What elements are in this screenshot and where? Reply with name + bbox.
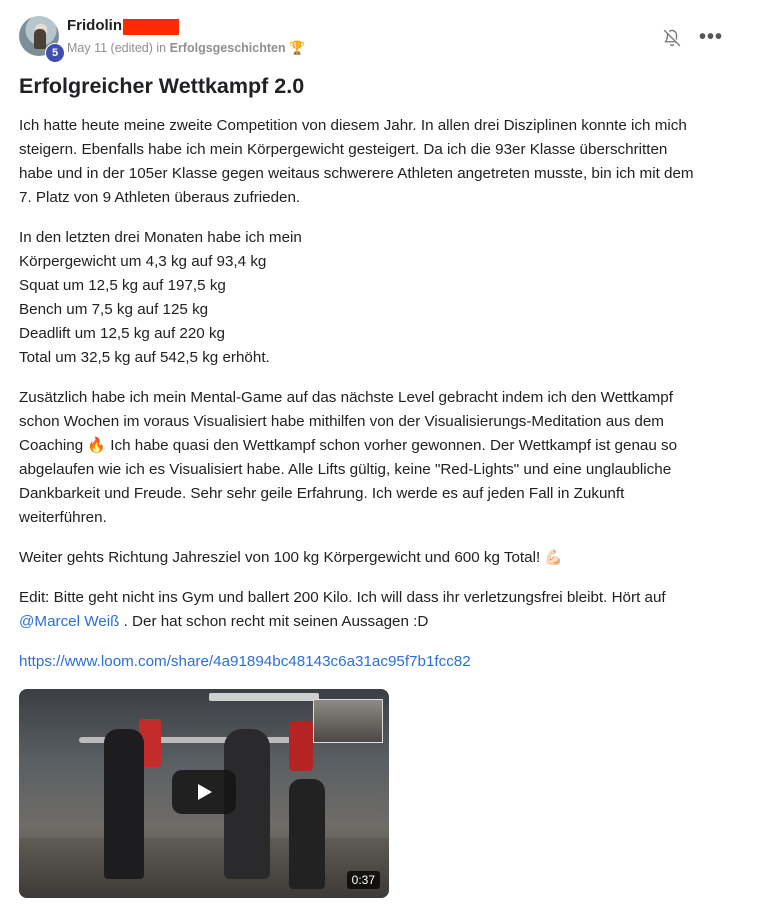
text-line: In den letzten drei Monaten habe ich mein — [19, 229, 302, 246]
paragraph-2 — [19, 226, 734, 370]
text-line: weiterführen. — [19, 509, 107, 526]
text-segment: Ich habe quasi den Wettkampf schon vorher gewonnen. Der Wettkampf ist genau so — [106, 437, 678, 454]
loom-link[interactable]: https://www.loom.com/share/4a91894bc48143c6a31ac95f7b1fcc82 — [19, 653, 471, 670]
level-badge: 5 — [45, 43, 65, 63]
text-line: steigern. Ebenfalls habe ich mein Körpergewicht gesteigert. Da ich die 93er Klasse überschritten — [19, 141, 668, 158]
text-segment: Weiter gehts Richtung Jahresziel von 100 kg Körpergewicht und 600 kg Total! — [19, 549, 545, 566]
avatar-photo — [34, 29, 46, 49]
ceiling-light — [209, 693, 319, 701]
text-line: Squat um 12,5 kg auf 197,5 kg — [19, 277, 226, 294]
author-name[interactable]: Fridolin — [67, 17, 122, 34]
play-icon — [194, 782, 214, 802]
text-line: Deadlift um 12,5 kg auf 220 kg — [19, 325, 226, 342]
picture-in-picture-thumbnail — [313, 699, 383, 743]
text-line: abgelaufen wie ich es Visualisiert habe. Alle Lifts gültig, keine "Red-Lights" und eine unglaubliche — [19, 461, 672, 478]
text-line: Zusätzlich habe ich mein Mental-Game auf das nächste Level gebracht indem ich den Wettkampf — [19, 389, 673, 406]
paragraph-4 — [19, 546, 734, 570]
post-header — [19, 16, 739, 62]
post-title: Erfolgreicher Wettkampf 2.0 — [19, 74, 305, 98]
text-line: Bench um 7,5 kg auf 125 kg — [19, 301, 209, 318]
text-line: schon Wochen im voraus Visualisiert habe mithilfen von der Visualisierungs-Meditation aus dem — [19, 413, 664, 430]
text-segment: . Der hat schon recht mit seinen Aussagen :D — [119, 613, 429, 630]
plate-right — [289, 721, 313, 771]
trophy-icon: 🏆 — [289, 40, 306, 55]
text-line — [19, 434, 734, 458]
text-line: Edit: Bitte geht nicht ins Gym und ballert 200 Kilo. Ich will dass ihr verletzungsfrei bleibt. Hört auf — [19, 589, 666, 606]
text-line: Körpergewicht um 4,3 kg auf 93,4 kg — [19, 253, 267, 270]
paragraph-3 — [19, 386, 734, 530]
paragraph-6 — [19, 650, 734, 674]
text-line: Ich hatte heute meine zweite Competition von diesem Jahr. In allen drei Disziplinen konnte ich mich — [19, 117, 687, 134]
bell-off-icon[interactable] — [663, 28, 681, 48]
paragraph-5 — [19, 586, 734, 634]
video-duration: 0:37 — [347, 871, 380, 889]
paragraph-1 — [19, 114, 734, 210]
text-line: habe und in der 105er Klasse gegen weitaus schwerere Athleten angetreten musste, bin ich mit dem — [19, 165, 694, 182]
text-line: Dankbarkeit und Freude. Sehr sehr geile Erfahrung. Ich werde es auf jeden Fall in Zukunft — [19, 485, 625, 502]
video-floor — [19, 838, 389, 898]
flexed-biceps-emoji-icon: 💪🏻 — [544, 549, 564, 566]
play-button[interactable] — [172, 770, 236, 814]
text-line — [19, 546, 734, 570]
text-segment: Coaching — [19, 437, 88, 454]
category-link[interactable]: Erfolgsgeschichten — [169, 41, 286, 55]
more-options-icon[interactable]: ••• — [699, 26, 724, 48]
spotter-figure — [289, 779, 325, 889]
fire-emoji-icon: 🔥 — [87, 437, 107, 454]
post-date: May 11 (edited) in — [67, 41, 170, 55]
text-line — [19, 610, 734, 634]
spotter-figure — [104, 729, 144, 879]
text-line: 7. Platz von 9 Athleten überaus zufrieden. — [19, 189, 301, 206]
text-line: Total um 32,5 kg auf 542,5 kg erhöht. — [19, 349, 270, 366]
post-meta — [67, 40, 305, 56]
video-embed[interactable] — [19, 689, 389, 898]
redacted-surname — [123, 19, 179, 35]
user-mention-link[interactable]: @Marcel Weiß — [19, 613, 120, 630]
